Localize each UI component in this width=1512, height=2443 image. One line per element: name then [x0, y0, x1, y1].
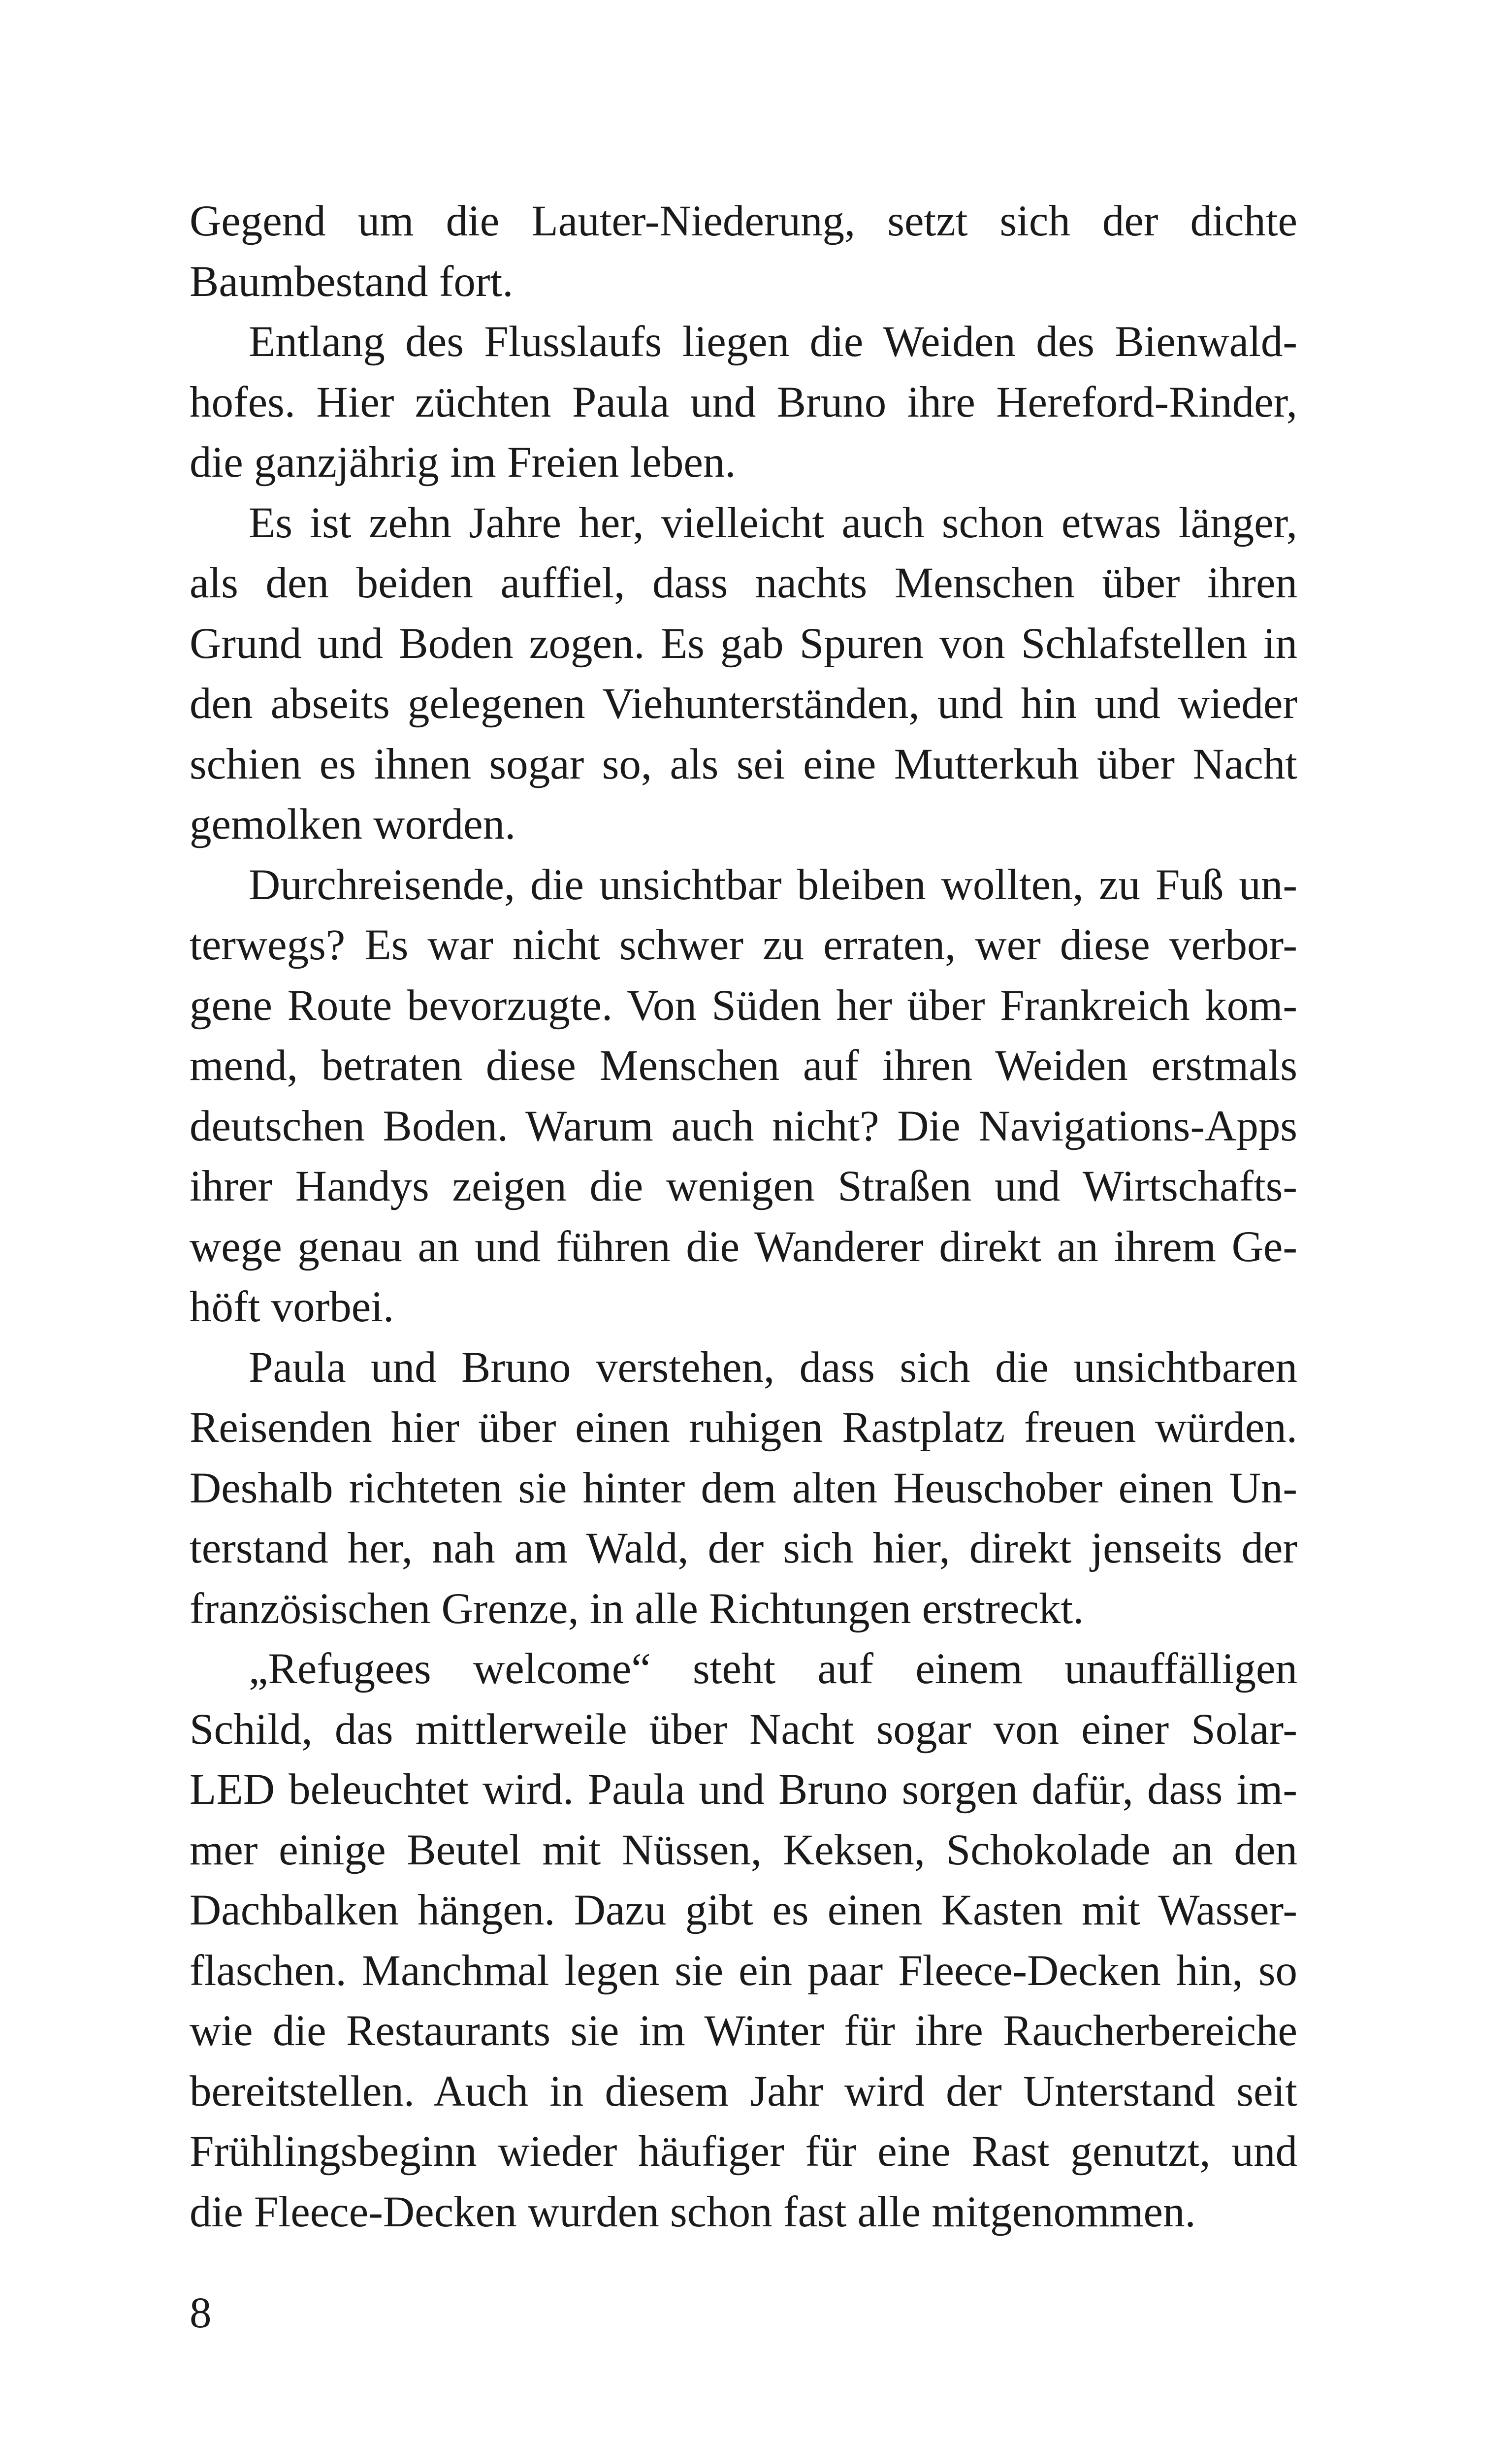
text-line: Baumbestand fort. — [190, 257, 514, 306]
text-line: hofes. Hier züchten Paula und Bruno ihre Hereford-Rinder, — [190, 378, 1297, 426]
text-line: „Refugees welcome“ steht auf einem unauffälligen — [249, 1645, 1297, 1693]
text-line: Es ist zehn Jahre her, vielleicht auch schon etwas länger, — [249, 498, 1297, 547]
text-line: mer einige Beutel mit Nüssen, Keksen, Schokolade an den — [190, 1825, 1297, 1874]
text-line: Grund und Boden zogen. Es gab Spuren von Schlafstellen in — [190, 619, 1297, 668]
text-line: mend, betraten diese Menschen auf ihren Weiden erstmals — [190, 1042, 1297, 1090]
text-line: höft vorbei. — [190, 1283, 394, 1331]
text-line: den abseits gelegenen Viehunterständen, und hin und wieder — [190, 680, 1297, 728]
text-line: die Fleece-Decken wurden schon fast alle mitgenommen. — [190, 2187, 1196, 2236]
text-line: gemolken worden. — [190, 800, 516, 848]
text-line: ihrer Handys zeigen die wenigen Straßen und Wirtschafts- — [190, 1162, 1297, 1210]
text-line: Entlang des Flusslaufs liegen die Weiden des Bienwald- — [249, 318, 1297, 366]
text-line: Frühlingsbeginn wieder häufiger für eine Rast genutzt, und — [190, 2127, 1297, 2176]
text-line: Paula und Bruno verstehen, dass sich die unsichtbaren — [249, 1343, 1297, 1392]
text-line: schien es ihnen sogar so, als sei eine Mutterkuh über Nacht — [190, 740, 1297, 788]
text-line: flaschen. Manchmal legen sie ein paar Fleece-Decken hin, so — [190, 1946, 1297, 1995]
text-line: Gegend um die Lauter-Niederung, setzt sich der dichte — [190, 197, 1297, 245]
text-line: Deshalb richteten sie hinter dem alten Heuschober einen Un- — [190, 1464, 1297, 1512]
text-line: französischen Grenze, in alle Richtungen erstreckt. — [190, 1584, 1084, 1633]
text-line: terwegs? Es war nicht schwer zu erraten, wer diese verbor- — [190, 921, 1297, 969]
text-line: terstand her, nah am Wald, der sich hier, direkt jenseits der — [190, 1524, 1297, 1572]
text-line: die ganzjährig im Freien leben. — [190, 438, 736, 487]
page-number: 8 — [190, 2289, 212, 2337]
body-text — [190, 191, 1297, 2242]
text-line: gene Route bevorzugte. Von Süden her über Frankreich kom- — [190, 981, 1297, 1030]
text-line: bereitstellen. Auch in diesem Jahr wird der Unterstand seit — [190, 2067, 1297, 2116]
text-line: wie die Restaurants sie im Winter für ihre Raucherbereiche — [190, 2007, 1297, 2055]
text-line: Schild, das mittlerweile über Nacht sogar von einer Solar- — [190, 1705, 1297, 1754]
text-line: Reisenden hier über einen ruhigen Rastplatz freuen würden. — [190, 1403, 1297, 1452]
text-line: Dachbalken hängen. Dazu gibt es einen Kasten mit Wasser- — [190, 1886, 1297, 1934]
text-line: LED beleuchtet wird. Paula und Bruno sorgen dafür, dass im- — [190, 1765, 1297, 1814]
text-line: deutschen Boden. Warum auch nicht? Die Navigations-Apps — [190, 1102, 1297, 1150]
text-line: wege genau an und führen die Wanderer direkt an ihrem Ge- — [190, 1222, 1297, 1271]
text-line: Durchreisende, die unsichtbar bleiben wollten, zu Fuß un- — [249, 860, 1297, 909]
text-line: als den beiden auffiel, dass nachts Menschen über ihren — [190, 559, 1297, 607]
